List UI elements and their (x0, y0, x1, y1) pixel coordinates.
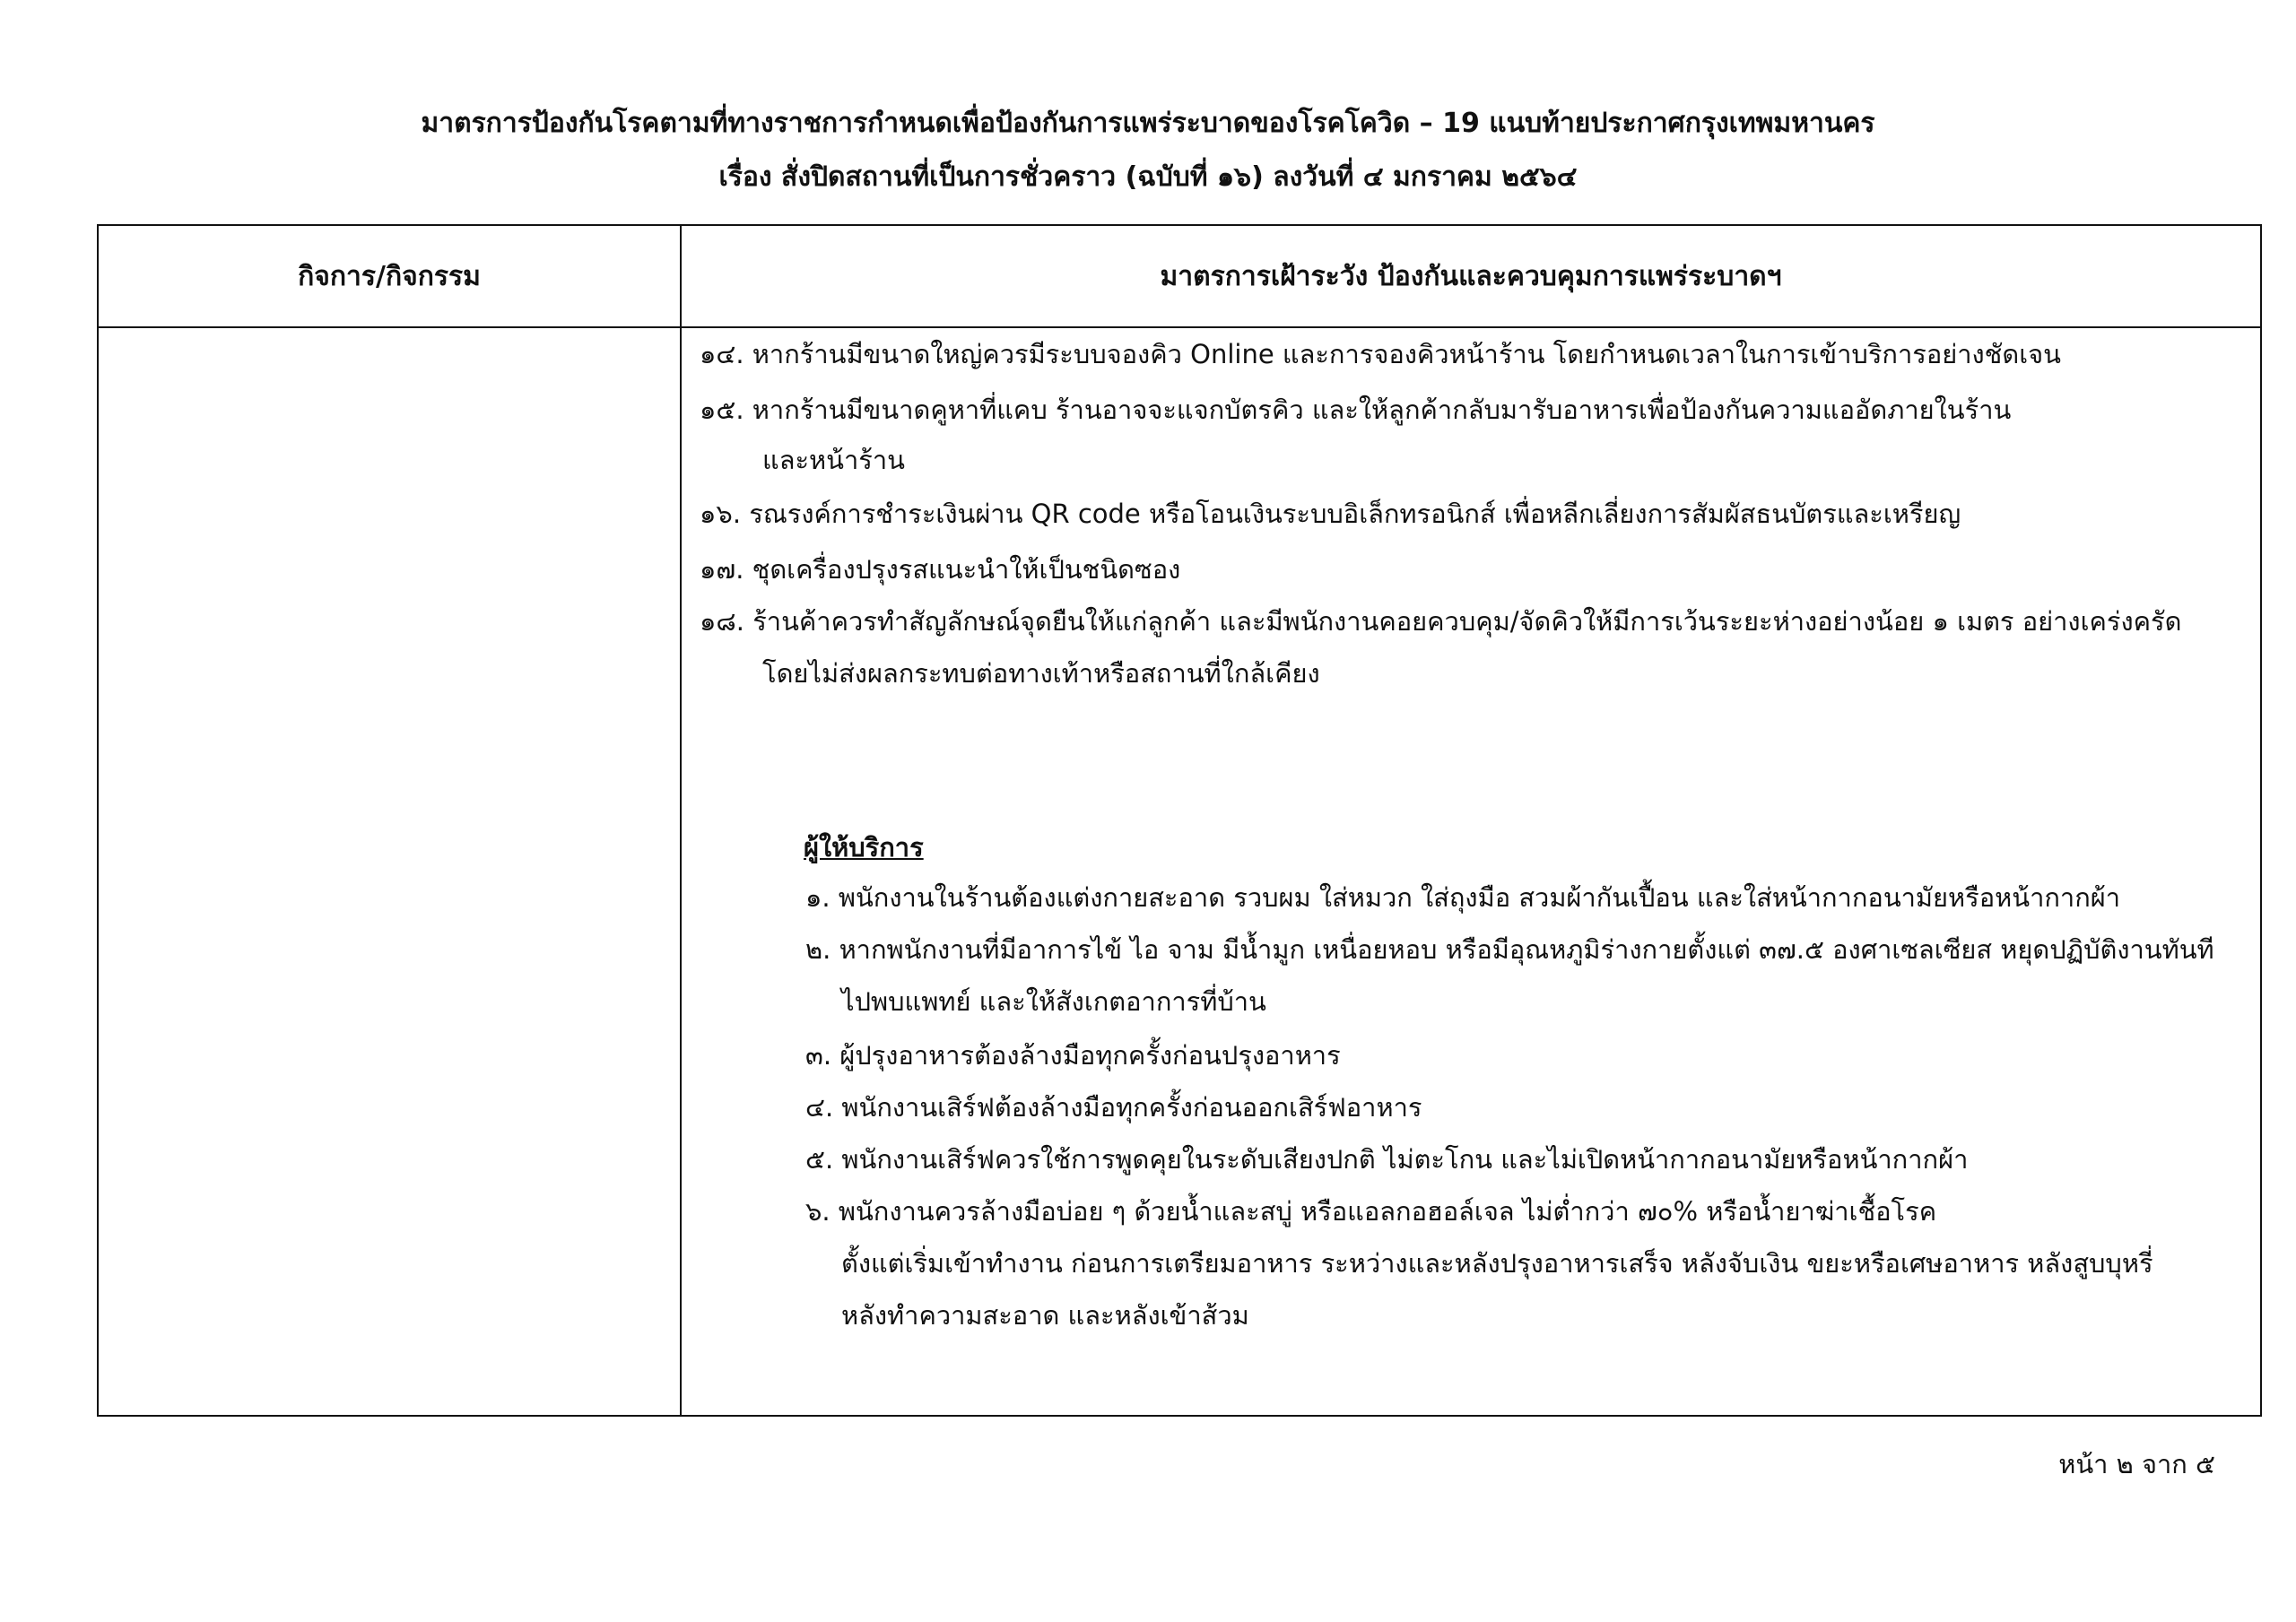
item-number: ๑๖. (700, 499, 742, 529)
list-item-1 (805, 872, 2248, 924)
list-item-16 (700, 488, 2248, 540)
item-text: หากร้านมีขนาดคูหาที่แคบ ร้านอาจจะแจกบัตรคิว และให้ลูกค้ากลับมารับอาหารเพื่อป้องกันความแออัดภายในร้าน (752, 395, 2012, 425)
document-title-line-2: เรื่อง สั่งปิดสถานที่เป็นการชั่วคราว (ฉบับที่ ๑๖) ลงวันที่ ๔ มกราคม ๒๕๖๔ (718, 161, 1578, 193)
item-number: ๖. (805, 1196, 831, 1227)
item-number: ๕. (805, 1144, 834, 1175)
item-text: หากพนักงานที่มีอาการไข้ ไอ จาม มีน้ำมูก เหนื่อยหอบ หรือมีอุณหภูมิร่างกายตั้งแต่ ๓๗.๕ องศาเซลเซียส หยุดปฏิบัติงานทันที (839, 934, 2214, 965)
column-header-measures: มาตรการเฝ้าระวัง ป้องกันและควบคุมการแพร่ระบาดฯ (1160, 260, 1782, 292)
item-text: ชุดเครื่องปรุงรสแนะนำให้เป็นชนิดซอง (752, 554, 1181, 585)
list-item-15 (700, 384, 2248, 436)
item-number: ๑๕. (700, 395, 744, 425)
page-number: หน้า ๒ จาก ๕ (2058, 1449, 2215, 1479)
list-item-4 (805, 1081, 2248, 1133)
item-text: พนักงานเสิร์ฟต้องล้างมือทุกครั้งก่อนออกเสิร์ฟอาหาร (841, 1092, 1422, 1123)
item-text: ผู้ปรุงอาหารต้องล้างมือทุกครั้งก่อนปรุงอาหาร (839, 1040, 1341, 1071)
item-text-continued-2: หลังทำความสะอาด และหลังเข้าส้วม (841, 1300, 1249, 1331)
list-item-5 (805, 1133, 2248, 1185)
item-text-continued: ตั้งแต่เริ่มเข้าทำงาน ก่อนการเตรียมอาหาร ระหว่างและหลังปรุงอาหารเสร็จ หลังจับเงิน ขยะหรือเศษอาหาร หลังสูบบุหรี่ (841, 1248, 2153, 1279)
item-number: ๓. (805, 1040, 832, 1071)
list-item-17 (700, 543, 2248, 595)
item-text: ร้านค้าควรทำสัญลักษณ์จุดยืนให้แก่ลูกค้า และมีพนักงานคอยควบคุม/จัดคิวให้มีการเว้นระยะห่างอย่างน้อย ๑ เมตร อย่างเคร่งครัด (752, 606, 2182, 637)
list-item-14 (700, 328, 2248, 380)
column-header-activity: กิจการ/กิจกรรม (298, 260, 481, 292)
list-item-3 (805, 1029, 2248, 1081)
column-divider (680, 226, 682, 1415)
item-number: ๒. (805, 934, 831, 965)
item-text: หากร้านมีขนาดใหญ่ควรมีระบบจองคิว Online และการจองคิวหน้าร้าน โดยกำหนดเวลาในการเข้าบริการอย่างชัดเจน (752, 339, 2061, 369)
item-text-continued: โดยไม่ส่งผลกระทบต่อทางเท้าหรือสถานที่ใกล้เคียง (762, 658, 1320, 689)
item-number: ๑๔. (700, 339, 744, 369)
section-heading-provider: ผู้ให้บริการ (804, 832, 924, 863)
list-item-6 (805, 1185, 2248, 1237)
item-number: ๑๗. (700, 554, 744, 585)
item-number: ๑. (805, 882, 831, 913)
item-number: ๔. (805, 1092, 834, 1123)
item-text-continued: และหน้าร้าน (762, 445, 905, 475)
item-text: พนักงานควรล้างมือบ่อย ๆ ด้วยน้ำและสบู่ หรือแอลกอฮอล์เจล ไม่ต่ำกว่า ๗๐% หรือน้ำยาฆ่าเชื้อโรค (838, 1196, 1937, 1227)
item-number: ๑๘. (700, 606, 744, 637)
list-item-18 (700, 595, 2248, 647)
item-text-continued: ไปพบแพทย์ และให้สังเกตอาการที่บ้าน (841, 986, 1266, 1017)
document-title-line-1: มาตรการป้องกันโรคตามที่ทางราชการกำหนดเพื่อป้องกันการแพร่ระบาดของโรคโควิด – 19 แนบท้ายประกาศกรุงเทพมหานคร (421, 108, 1875, 139)
item-text: รณรงค์การชำระเงินผ่าน QR code หรือโอนเงินระบบอิเล็กทรอนิกส์ เพื่อหลีกเลี่ยงการสัมผัสธนบัตรและเหรียญ (749, 499, 1961, 529)
list-item-2 (805, 924, 2248, 976)
measures-table (97, 224, 2262, 1417)
item-text: พนักงานเสิร์ฟควรใช้การพูดคุยในระดับเสียงปกติ ไม่ตะโกน และไม่เปิดหน้ากากอนามัยหรือหน้ากากผ้า (841, 1144, 1969, 1175)
item-text: พนักงานในร้านต้องแต่งกายสะอาด รวบผม ใส่หมวก ใส่ถุงมือ สวมผ้ากันเปื้อน และใส่หน้ากากอนามัยหรือหน้ากากผ้า (838, 882, 2121, 913)
